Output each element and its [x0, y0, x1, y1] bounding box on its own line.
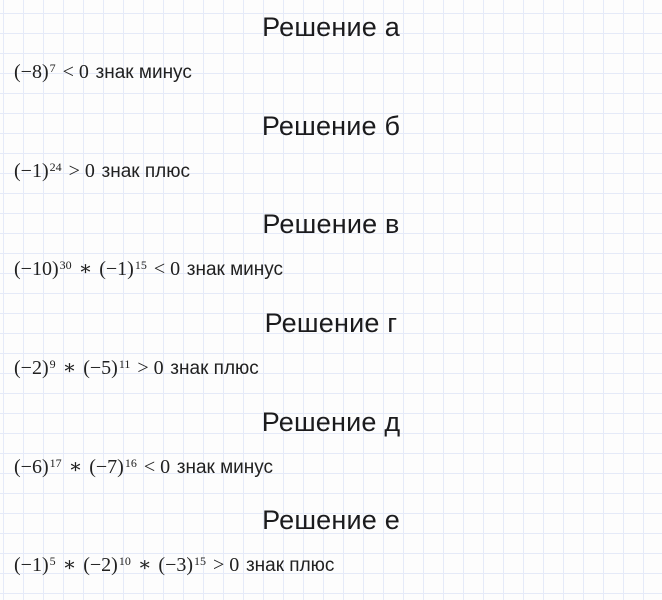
- formula-math: [14, 357, 164, 379]
- sign-note: знак минус: [95, 62, 192, 83]
- section-heading: Решение а: [262, 12, 400, 42]
- formula-exponent: 16: [124, 455, 137, 470]
- solution-section: [0, 197, 662, 296]
- sign-note: знак плюс: [101, 160, 191, 182]
- relation-and-rhs: < 0: [57, 61, 89, 83]
- formula-math: [14, 258, 180, 280]
- formula-base: (−3): [158, 554, 194, 577]
- formula-base: (−7): [89, 455, 124, 478]
- relation-and-rhs: > 0: [208, 554, 240, 577]
- formula-line: [0, 453, 662, 483]
- formula-line: [0, 551, 662, 581]
- multiplication-sign: ∗: [63, 455, 88, 478]
- multiplication-sign: ∗: [73, 258, 98, 281]
- solution-section: [0, 99, 662, 198]
- section-heading: Решение б: [261, 110, 401, 141]
- formula-base: (−8): [14, 61, 49, 83]
- relation-and-rhs: > 0: [63, 159, 95, 182]
- formula-math: [14, 456, 170, 478]
- formula-exponent: 7: [49, 61, 56, 75]
- formula-exponent: 11: [118, 357, 131, 372]
- formula-exponent: 9: [49, 357, 56, 372]
- formula-base: (−1): [99, 258, 134, 281]
- formula-exponent: 15: [194, 554, 207, 569]
- formula-line: [0, 58, 662, 88]
- relation-and-rhs: > 0: [132, 357, 164, 380]
- formula-exponent: 15: [134, 258, 147, 273]
- formula-base: (−1): [14, 554, 49, 577]
- multiplication-sign: ∗: [57, 357, 82, 380]
- multiplication-sign: ∗: [57, 554, 82, 577]
- section-heading: Решение г: [264, 308, 398, 339]
- formula-base: (−6): [14, 455, 49, 478]
- solution-section: [0, 493, 662, 592]
- formula-exponent: 24: [49, 159, 62, 174]
- relation-and-rhs: < 0: [138, 455, 171, 478]
- formula-math: [14, 160, 95, 182]
- formula-exponent: 5: [49, 554, 56, 569]
- multiplication-sign: ∗: [132, 554, 157, 577]
- section-heading: Решение в: [262, 209, 400, 240]
- section-heading: Решение д: [261, 406, 401, 437]
- formula-line: [0, 157, 662, 187]
- formula-exponent: 17: [49, 455, 62, 470]
- sign-note: знак минус: [176, 456, 274, 478]
- formula-line: [0, 255, 662, 285]
- formula-math: [14, 554, 239, 576]
- formula-base: (−5): [83, 357, 118, 380]
- solution-section: [0, 0, 662, 99]
- formula-exponent: 30: [59, 258, 72, 273]
- sign-note: знак плюс: [245, 555, 335, 577]
- formula-exponent: 10: [118, 554, 131, 569]
- formula-base: (−2): [14, 357, 49, 380]
- formula-line: [0, 354, 662, 384]
- section-heading: Решение е: [262, 505, 400, 536]
- formula-base: (−1): [14, 159, 49, 182]
- formula-base: (−10): [14, 258, 59, 281]
- formula-base: (−2): [83, 554, 118, 577]
- solution-section: [0, 395, 662, 494]
- sign-note: знак минус: [186, 259, 284, 281]
- relation-and-rhs: < 0: [148, 258, 181, 281]
- formula-math: [14, 61, 89, 83]
- solution-section: [0, 296, 662, 395]
- sign-note: знак плюс: [170, 358, 259, 380]
